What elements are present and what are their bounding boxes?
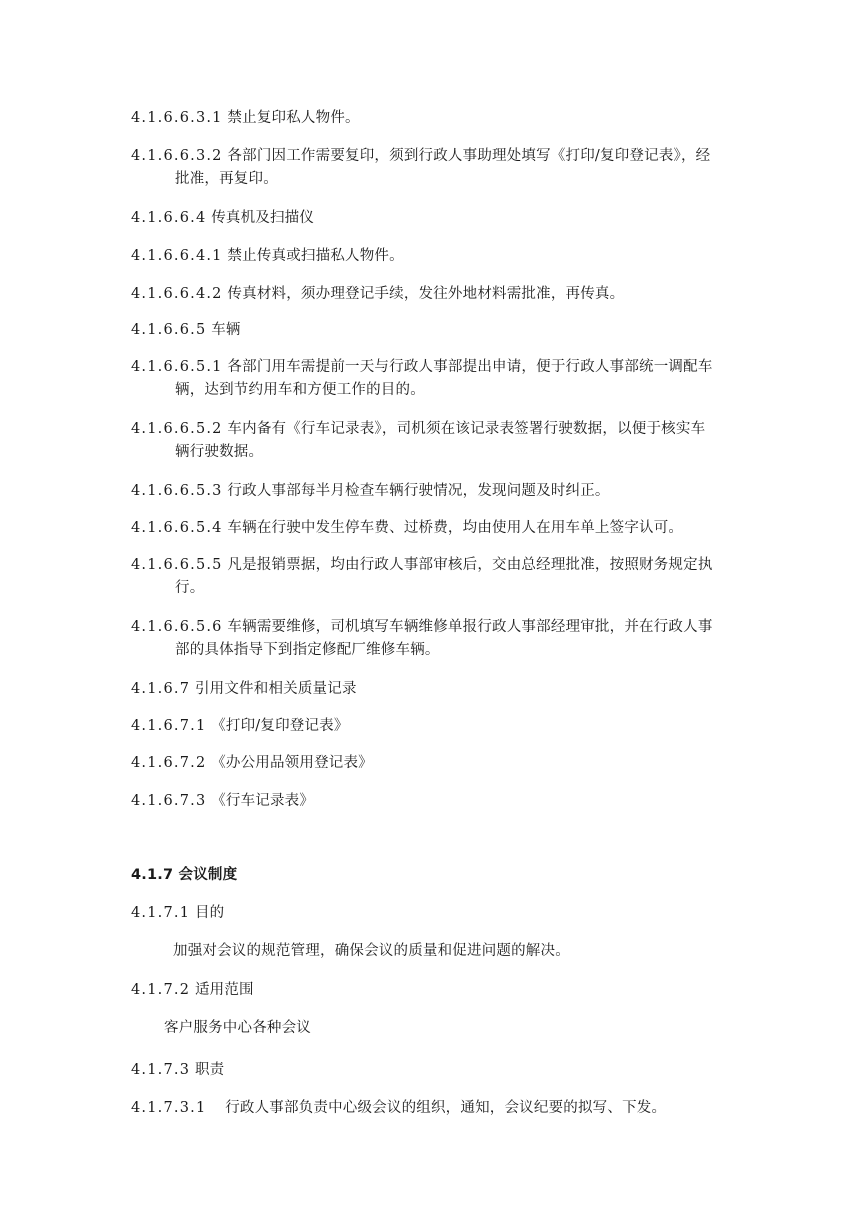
clause-number: 4.1.7.2: [131, 982, 191, 998]
paragraph-4-1-6-6-5: [131, 319, 741, 342]
clause-text: 《行车记录表》: [211, 793, 315, 809]
clause-text: 行政人事部每半月检查车辆行驶情况，发现问题及时纠正。: [227, 483, 610, 499]
paragraph-4-1-6-6-5-2: [131, 418, 741, 464]
clause-number: 4.1.6.6.3.1: [131, 110, 223, 126]
paragraph-4-1-6-6-5-3: [131, 480, 741, 503]
paragraph-4-1-6-6-5-6: [131, 616, 741, 662]
paragraph-4-1-6-6-3-1: [131, 107, 741, 130]
clause-number: 4.1.7.1: [131, 905, 191, 921]
paragraph-4-1-7-2: [131, 979, 741, 1002]
paragraph-4-1-6-6-4-1: [131, 245, 741, 268]
paragraph-4-1-6-6-3-2: [131, 145, 741, 191]
clause-continuation: 批准，再复印。: [175, 171, 278, 187]
clause-text: 凡是报销票据，均由行政人事部审核后，交由总经理批准，按照财务规定执: [227, 557, 713, 573]
clause-number: 4.1.6.6.5.3: [131, 483, 223, 499]
clause-number: 4.1.6.6.5.4: [131, 520, 223, 536]
clause-text: 《打印/复印登记表》: [211, 718, 349, 734]
clause-number: 4.1.7.3.1: [131, 1100, 207, 1116]
clause-number: 4.1.6.6.4.1: [131, 248, 223, 264]
clause-text: 引用文件和相关质量记录: [194, 681, 357, 697]
clause-number: 4.1.6.6.5: [131, 322, 207, 338]
paragraph-4-1-7-3-1: [131, 1097, 741, 1120]
paragraph-4-1-6-6-4: [131, 207, 741, 230]
clause-number: 4.1.6.6.5.1: [131, 359, 223, 375]
clause-number: 4.1.6.6.3.2: [131, 148, 223, 164]
clause-text: 各部门因工作需要复印，须到行政人事助理处填写《打印/复印登记表》，经: [227, 148, 711, 164]
clause-number: 4.1.6.7.1: [131, 718, 207, 734]
clause-text: 车辆需要维修，司机填写车辆维修单报行政人事部经理审批，并在行政人事: [227, 619, 713, 635]
purpose-text: 加强对会议的规范管理，确保会议的质量和促进问题的解决。: [173, 943, 570, 959]
clause-number: 4.1.6.7: [131, 681, 191, 697]
paragraph-4-1-6-7-3: [131, 790, 741, 813]
clause-text: 《办公用品领用登记表》: [211, 755, 373, 771]
paragraph-4-1-6-7-2: [131, 752, 741, 775]
clause-continuation: 行。: [175, 580, 205, 596]
clause-text: 各部门用车需提前一天与行政人事部提出申请，便于行政人事部统一调配车: [227, 359, 713, 375]
clause-text: 传真机及扫描仪: [211, 210, 315, 226]
clause-text: 禁止传真或扫描私人物件。: [227, 248, 404, 264]
paragraph-4-1-6-6-5-5: [131, 554, 741, 600]
clause-number: 4.1.6.7.2: [131, 755, 207, 771]
scope-text: 客户服务中心各种会议: [164, 1020, 311, 1036]
clause-continuation: 辆，达到节约用车和方便工作的目的。: [175, 382, 425, 398]
paragraph-4-1-6-6-4-2: [131, 283, 741, 306]
clause-number: 4.1.6.6.5.6: [131, 619, 223, 635]
clause-text: 车内备有《行车记录表》，司机须在该记录表签署行驶数据，以便于核实车: [227, 421, 706, 437]
clause-text: 传真材料，须办理登记手续，发往外地材料需批准，再传真。: [227, 286, 625, 302]
paragraph-4-1-6-6-5-4: [131, 517, 741, 540]
clause-number: 4.1.6.6.4.2: [131, 286, 223, 302]
clause-number: 4.1.6.6.5.5: [131, 557, 223, 573]
paragraph-4-1-7-1: [131, 902, 741, 925]
clause-text: 禁止复印私人物件。: [227, 110, 360, 126]
clause-text: 适用范围: [194, 982, 254, 998]
paragraph-4-1-7-3: [131, 1059, 741, 1082]
clause-number: 4.1.6.6.4: [131, 210, 207, 226]
paragraph-4-1-6-6-5-1: [131, 356, 741, 402]
clause-continuation: 部的具体指导下到指定修配厂维修车辆。: [175, 642, 440, 658]
clause-continuation: 辆行驶数据。: [175, 444, 264, 460]
paragraph-4-1-6-7-1: [131, 715, 741, 738]
clause-number: 4.1.6.7.3: [131, 793, 207, 809]
clause-text: 职责: [194, 1062, 225, 1078]
clause-number: 4.1.6.6.5.2: [131, 421, 223, 437]
clause-text: 车辆: [211, 322, 241, 338]
section-heading: 4.1.7 会议制度: [131, 867, 238, 883]
clause-number: 4.1.7.3: [131, 1062, 191, 1078]
clause-text: 目的: [194, 905, 225, 921]
clause-text: 车辆在行驶中发生停车费、过桥费，均由使用人在用车单上签字认可。: [227, 520, 684, 536]
paragraph-4-1-6-7: [131, 678, 741, 701]
clause-text: 行政人事部负责中心级会议的组织，通知，会议纪要的拟写、下发。: [225, 1100, 667, 1116]
